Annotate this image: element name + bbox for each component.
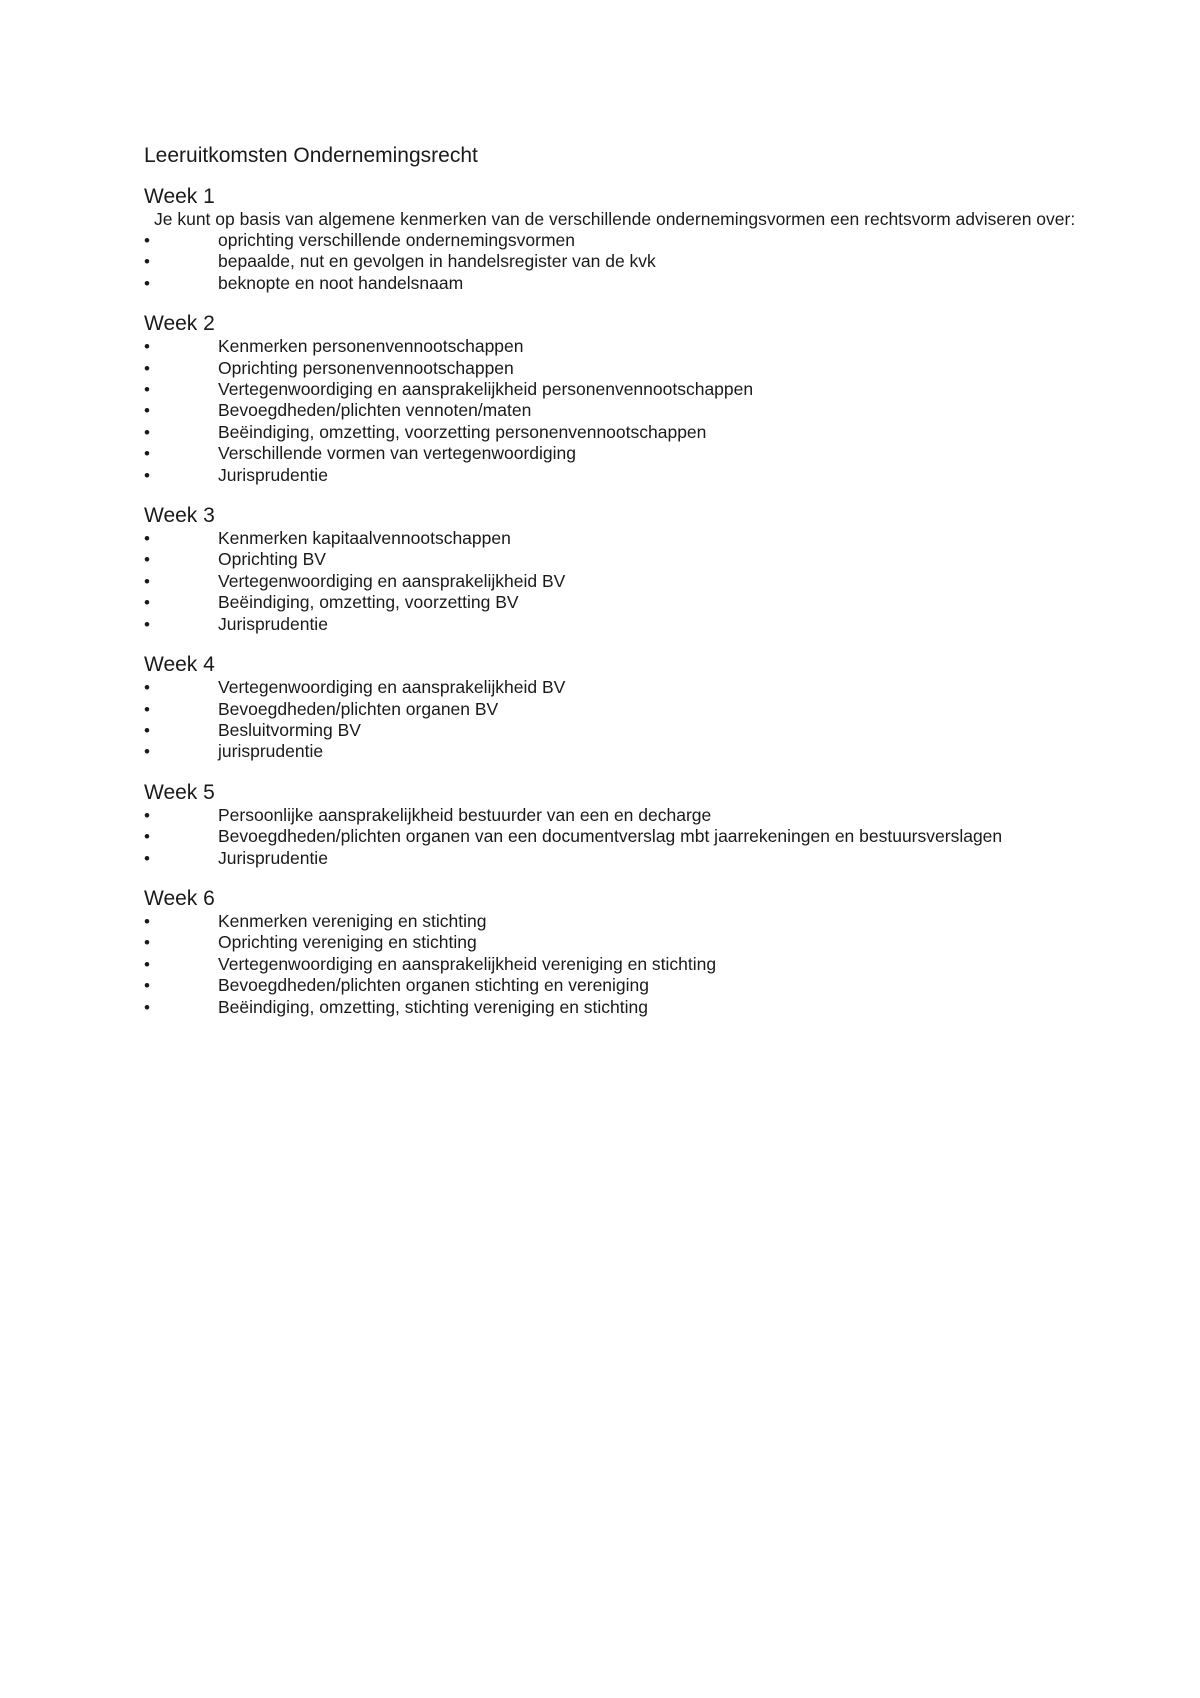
bullet-icon: • [144,380,150,400]
bullet-icon: • [144,550,150,570]
bullet-icon: • [144,465,150,485]
list-item-text: Bevoegdheden/plichten organen BV [218,698,499,719]
bullet-icon: • [144,976,150,996]
list-item-text: Beëindiging, omzetting, stichting vereniging en stichting [218,996,648,1017]
list-item-text: oprichting verschillende ondernemingsvormen [218,230,575,250]
bullet-list [144,336,1084,486]
list-item [144,975,1084,996]
list-item [144,805,1084,826]
week-heading: Week 3 [144,504,215,528]
list-item-text: beknopte en noot handelsnaam [218,272,464,293]
list-item [144,571,1084,592]
list-item-text: Jurisprudentie [218,847,328,868]
week-section [144,311,1084,486]
bullet-icon: • [144,358,150,378]
list-item-text: Vertegenwoordiging en aansprakelijkheid personenvennootschappen [218,379,754,400]
week-heading: Week 4 [144,653,215,677]
list-item [144,614,1084,635]
list-item-text: Vertegenwoordiging en aansprakelijkheid vereniging en stichting [218,953,717,974]
bullet-icon: • [144,571,150,591]
list-item [144,997,1084,1018]
bullet-icon: • [144,699,150,719]
list-item [144,826,1084,847]
list-item [144,251,1084,272]
bullet-icon: • [144,614,150,634]
list-item-text: bepaalde, nut en gevolgen in handelsregister van de kvk [218,251,656,272]
list-item [144,358,1084,379]
list-item-text: Verschillende vormen van vertegenwoordiging [218,443,576,464]
list-item-text: Oprichting personenvennootschappen [218,357,514,378]
list-item-text: Jurisprudentie [218,464,328,485]
bullet-icon: • [144,231,150,250]
bullet-icon: • [144,401,150,421]
week-heading: Week 6 [144,886,215,910]
list-item-text: Kenmerken personenvennootschappen [218,336,524,357]
week-heading: Week 2 [144,312,215,336]
list-item [144,592,1084,613]
list-item [144,400,1084,421]
list-item-text: Vertegenwoordiging en aansprakelijkheid BV [218,677,566,698]
list-item-text: Bevoegdheden/plichten organen van een documentverslag mbt jaarrekeningen en bestuursverslagen [218,826,1003,847]
list-item [144,528,1084,549]
bullet-list [144,230,1084,294]
week-heading: Week 5 [144,780,215,804]
bullet-icon: • [144,954,150,974]
list-item [144,911,1084,932]
bullet-icon: • [144,848,150,868]
list-item-text: Beëindiging, omzetting, voorzetting BV [218,592,519,613]
bullet-icon: • [144,444,150,464]
list-item [144,465,1084,486]
list-item-text: Besluitvorming BV [218,719,361,740]
week-section [144,184,1084,294]
bullet-icon: • [144,827,150,847]
bullet-icon: • [144,593,150,613]
list-item [144,549,1084,570]
list-item [144,954,1084,975]
week-section [144,503,1084,635]
list-item [144,379,1084,400]
bullet-list [144,528,1084,635]
list-item [144,699,1084,720]
list-item-text: Bevoegdheden/plichten vennoten/maten [218,400,532,421]
list-item [144,230,1084,251]
bullet-list [144,805,1084,869]
week-heading: Week 1 [144,185,215,208]
bullet-icon: • [144,720,150,740]
list-item-text: Beëindiging, omzetting, voorzetting personenvennootschappen [218,421,707,442]
list-item [144,273,1084,294]
list-item [144,677,1084,698]
list-item [144,932,1084,953]
list-item-text: Vertegenwoordiging en aansprakelijkheid BV [218,570,566,591]
bullet-icon: • [144,678,150,698]
list-item [144,336,1084,357]
list-item-text: Kenmerken vereniging en stichting [218,910,487,931]
list-item-text: Bevoegdheden/plichten organen stichting en vereniging [218,975,650,996]
bullet-icon: • [144,337,150,357]
bullet-icon: • [144,529,150,549]
list-item-text: jurisprudentie [218,741,324,762]
list-item-text: Jurisprudentie [218,613,328,634]
week-section [144,886,1084,1018]
bullet-list [144,677,1084,763]
week-section [144,652,1084,763]
bullet-list [144,911,1084,1018]
bullet-icon: • [144,805,150,825]
list-item-text: Oprichting BV [218,549,326,570]
list-item [144,848,1084,869]
bullet-icon: • [144,252,150,272]
bullet-icon: • [144,997,150,1017]
week-intro: Je kunt op basis van algemene kenmerken van de verschillende ondernemingsvormen een rechtsvorm adviseren over: [154,209,1076,229]
week-section [144,780,1084,869]
list-item-text: Oprichting vereniging en stichting [218,932,477,953]
list-item [144,443,1084,464]
list-item-text: Kenmerken kapitaalvennootschappen [218,528,511,549]
list-item [144,720,1084,741]
list-item [144,741,1084,762]
list-item-text: Persoonlijke aansprakelijkheid bestuurder van een en decharge [218,804,712,825]
bullet-icon: • [144,422,150,442]
bullet-icon: • [144,911,150,931]
document-page [144,140,1084,1035]
bullet-icon: • [144,742,150,762]
bullet-icon: • [144,933,150,953]
list-item [144,422,1084,443]
bullet-icon: • [144,273,150,293]
document-title: Leeruitkomsten Ondernemingsrecht [144,144,478,167]
weeks-container [144,184,1084,1018]
